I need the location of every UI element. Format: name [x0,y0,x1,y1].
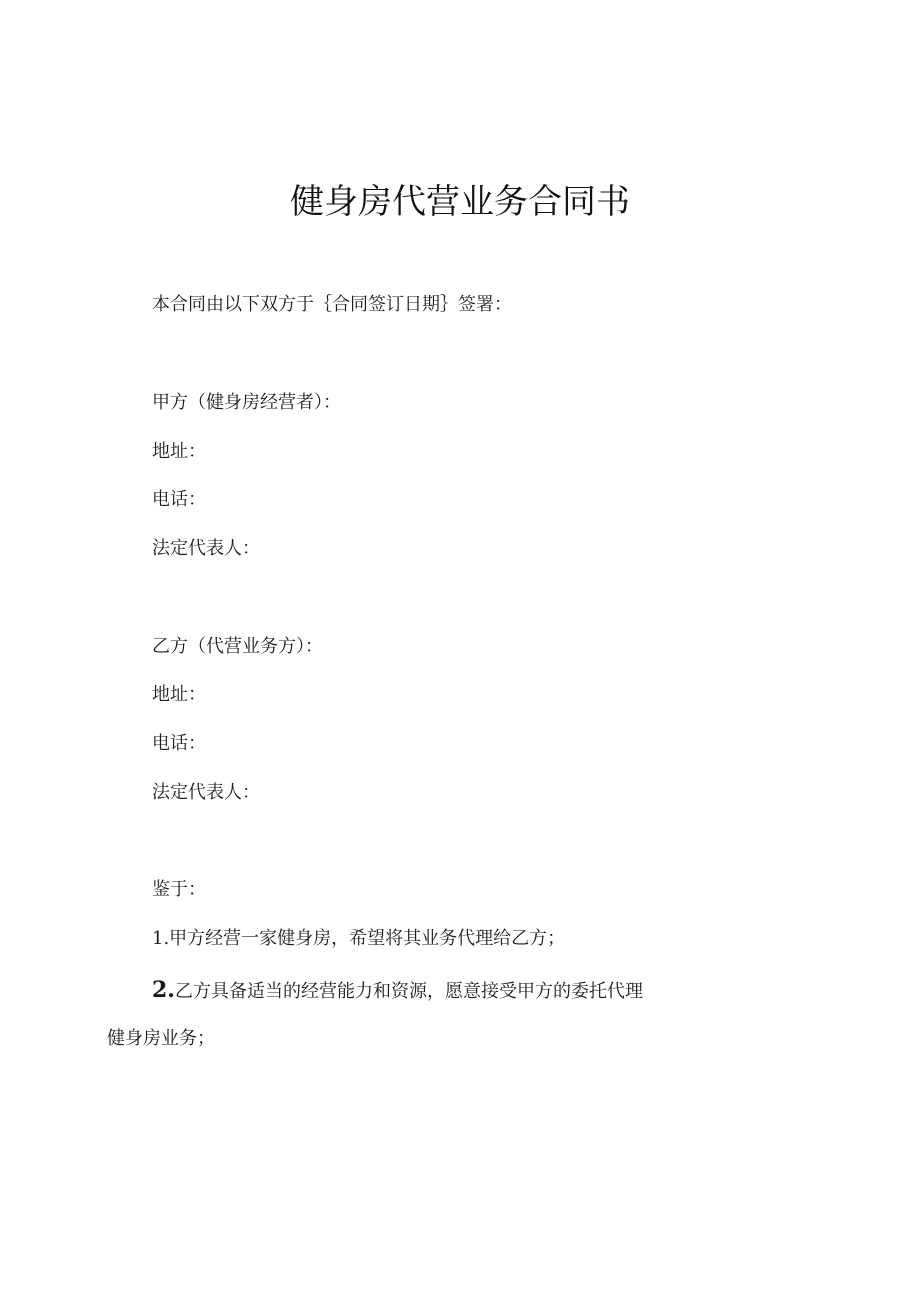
party-a-phone: 电话： [152,489,206,510]
whereas-heading: 鉴于： [152,879,206,900]
party-a-address: 地址： [152,441,206,462]
party-b-heading: 乙方（代营业务方）： [152,636,323,657]
whereas-item-2-number: 2. [152,977,175,1003]
party-b-phone: 电话： [152,733,206,754]
party-b-representative: 法定代表人： [152,782,260,803]
party-b-address: 地址： [152,684,206,705]
whereas-item-1: 1.甲方经营一家健身房，希望将其业务代理给乙方； [152,928,566,949]
party-a-representative: 法定代表人： [152,538,260,559]
whereas-item-2-continuation: 健身房业务； [107,1028,215,1049]
whereas-item-2 [152,977,643,1005]
party-a-heading: 甲方（健身房经营者）： [152,392,341,413]
document-title: 健身房代营业务合同书 [290,182,630,222]
intro-text: 本合同由以下双方于｛合同签订日期｝签署： [152,294,512,315]
whereas-item-2-text: 乙方具备适当的经营能力和资源，愿意接受甲方的委托代理 [174,981,643,1002]
